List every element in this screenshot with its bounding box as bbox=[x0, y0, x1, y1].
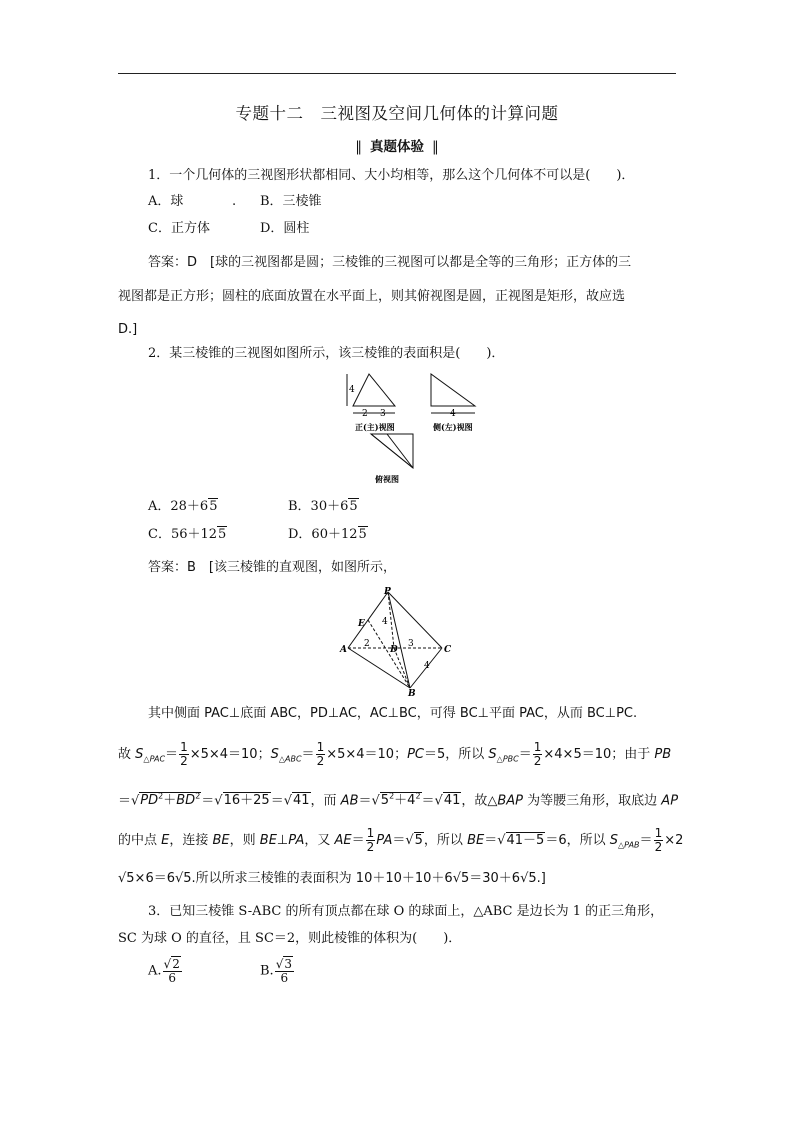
q1-option-d: D．圆柱 bbox=[260, 221, 310, 236]
q2-solution-line5: √5×6＝6√5.所以所求三棱锥的表面积为 10＋10＋10＋6√5＝30＋6√5.] bbox=[118, 871, 546, 886]
section-title: 真题体验 bbox=[370, 139, 424, 155]
top-view-diagonal bbox=[371, 434, 413, 468]
edge-label-3: 3 bbox=[408, 639, 414, 649]
header-rule bbox=[118, 73, 676, 74]
edge-label-4a: 4 bbox=[382, 617, 388, 627]
front-view-label: 正(主)视图 bbox=[355, 422, 395, 432]
q1-option-a: A．球 bbox=[148, 194, 184, 209]
q2-option-d: D．60＋125 bbox=[288, 527, 367, 542]
section-bar-right: ‖ bbox=[432, 139, 439, 155]
side-view-label: 侧(左)视图 bbox=[433, 422, 473, 432]
top-view-label: 俯视图 bbox=[375, 474, 399, 484]
q3-stem-line1: 3．已知三棱锥 S-ABC 的所有顶点都在球 O 的球面上，△ABC 是边长为 1 的正三角形， bbox=[148, 904, 664, 919]
label-a: A bbox=[340, 645, 347, 655]
q1-option-c: C．正方体 bbox=[148, 221, 210, 236]
section-bar-left: ‖ bbox=[355, 139, 362, 155]
q2-answer-head: 答案：B [该三棱锥的直观图，如图所示， bbox=[148, 560, 396, 575]
q2-option-b: B．30＋65 bbox=[288, 499, 358, 514]
q1-option-a-dot: . bbox=[232, 194, 237, 209]
q2-stem: 2．某三棱锥的三视图如图所示，该三棱锥的表面积是( )． bbox=[148, 346, 505, 361]
q2-solution-line1: 其中侧面 PAC⊥底面 ABC，PD⊥AC，AC⊥BC，可得 BC⊥平面 PAC，从而 BC⊥PC. bbox=[148, 706, 638, 721]
section-heading bbox=[0, 135, 794, 155]
pyramid-figure bbox=[338, 586, 458, 698]
q2-solution-line4: 的中点 E，连接 BE，则 BE⊥PA，又 AE＝ $\frac{1}{2}$ PA＝√5，所以 BE＝√41－5＝6，所以 $S_{\triangle PAB}=$ $\frac{1}{2}$ ×2 bbox=[118, 826, 684, 854]
q1-answer-line1: 答案：D [球的三视图都是圆；三棱锥的三视图可以都是全等的三角形；正方体的三 bbox=[148, 255, 632, 270]
edge-label-2: 2 bbox=[364, 639, 370, 649]
label-e: E bbox=[358, 619, 365, 629]
q3-option-b: B. $\frac{√3}{6}$ bbox=[260, 957, 292, 985]
side-view-triangle bbox=[431, 374, 475, 406]
label-c: C bbox=[444, 645, 452, 655]
q2-option-a: A．28＋65 bbox=[148, 499, 218, 514]
q2-option-c: C．56＋125 bbox=[148, 527, 227, 542]
q1-answer-line3: D.] bbox=[118, 322, 138, 337]
q3-option-a: A. $\frac{√2}{6}$ bbox=[148, 957, 180, 985]
q2-solution-line2: 故 $S_{\triangle PAC}=$ $\frac{1}{2}$ ×5×4＝10；$S_{\triangle ABC}=$ $\frac{1}{2}$ ×5×4＝10；PC＝5，所以 $S_{\triangle PBC}=$ $\frac{1}{2}$ ×4×5＝10；由于 PB bbox=[118, 740, 672, 768]
side-width-label: 4 bbox=[450, 409, 456, 419]
q2-solution-line3: $=√PD^2+BD^2=√16+25=√41$，而 $AB=√5^2+4^2=√41$，故△BAP 为等腰三角形，取底边 AP bbox=[118, 792, 679, 809]
front-w1-label: 2 bbox=[362, 409, 368, 419]
front-view-triangle bbox=[353, 374, 395, 406]
edge-label-4b: 4 bbox=[424, 661, 430, 671]
label-p: P bbox=[384, 587, 391, 597]
label-b: B bbox=[408, 689, 416, 698]
top-view-inner-line bbox=[387, 434, 413, 468]
three-view-figure bbox=[335, 368, 485, 488]
q3-stem-line2: SC 为球 O 的直径，且 SC＝2，则此棱锥的体积为( )． bbox=[118, 931, 462, 946]
page-title: 专题十二 三视图及空间几何体的计算问题 bbox=[235, 104, 559, 123]
front-height-label: 4 bbox=[349, 385, 355, 395]
label-d: D bbox=[390, 645, 398, 655]
q1-option-b: B．三棱锥 bbox=[260, 194, 322, 209]
q1-stem: 1．一个几何体的三视图形状都相同、大小均相等，那么这个几何体不可以是( )． bbox=[148, 168, 635, 183]
q1-answer-line2: 视图都是正方形；圆柱的底面放置在水平面上，则其俯视图是圆，正视图是矩形，故应选 bbox=[118, 289, 626, 304]
front-w2-label: 3 bbox=[380, 409, 386, 419]
